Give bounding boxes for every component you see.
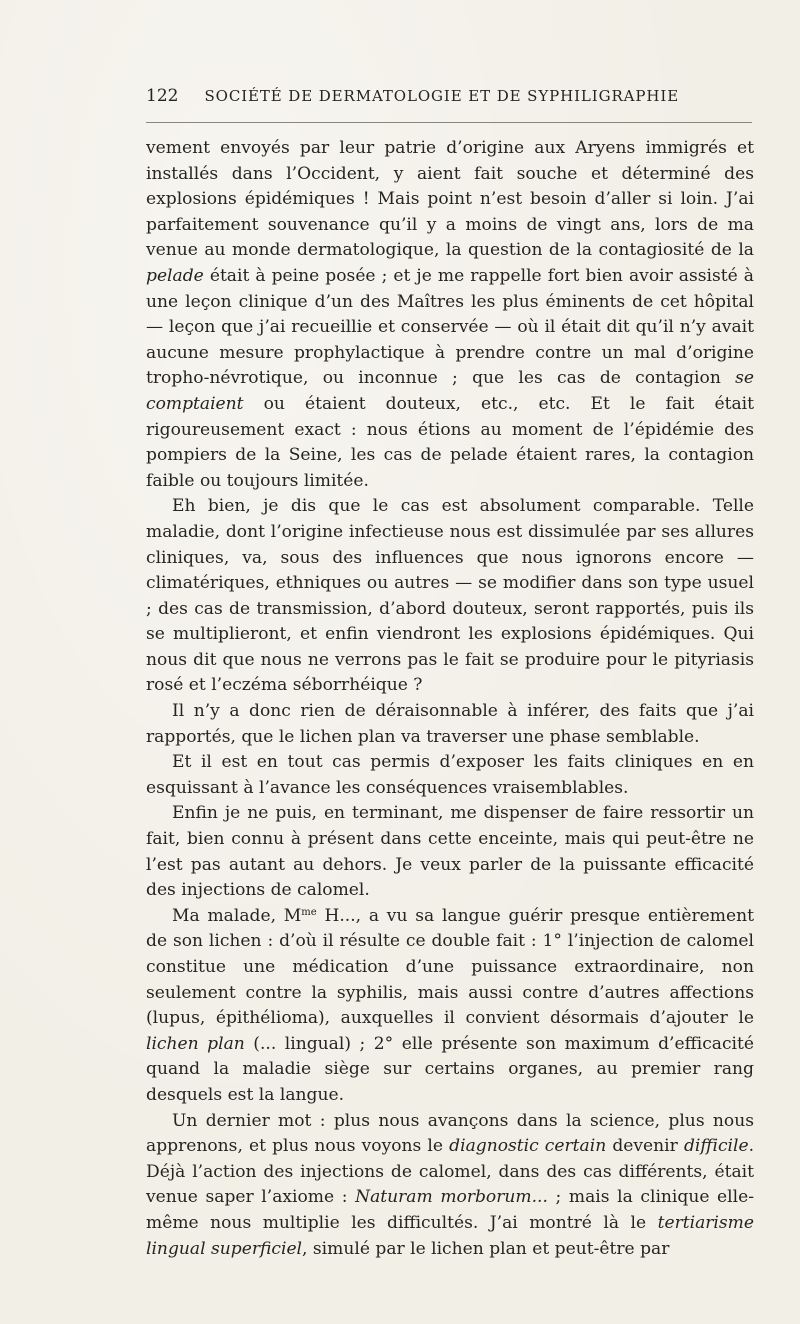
paragraph-7-italic-2: difficile <box>683 1136 749 1157</box>
running-head <box>146 86 752 112</box>
body-text <box>146 136 754 1262</box>
paragraph-7-italic-1: diagnostic certain <box>449 1136 607 1157</box>
paragraph-1 <box>146 136 754 494</box>
paragraph-1-text-3: ou étaient douteux, etc., etc. Et le fait était rigoureusement exact : nous étions au moment de l’épidémie des pompiers de la Seine, les cas de pelade étaient rares, la contagion faible ou toujours limitée. <box>146 393 754 491</box>
paragraph-1-text-1: vement envoyés par leur patrie d’origine aux Aryens immigrés et installés dans l’Occident, y aient fait souche et déterminé des explosions épidémiques ! Mais point n’est besoin d’aller si loin. J’ai parfaitement souvenance qu’il y a moins de vingt ans, lors de ma venue au monde dermatologique, la question de la contagiosité de la <box>146 138 754 261</box>
paragraph-7 <box>146 1109 754 1263</box>
paragraph-1-italic-2: se comptaient <box>146 368 754 414</box>
paragraph-1-text-2: était à peine posée ; et je me rappelle fort bien avoir assisté à une leçon clinique d’un des Maîtres les plus éminents de cet hôpital — leçon que j’ai recueillie et conservée — où il était dit qu’il n’y avait aucune mesure prophylactique à prendre contre un mal d’origine tropho-névrotique, ou inconnue ; que les cas de contagion <box>146 265 754 389</box>
paragraph-3: Il n’y a donc rien de déraisonnable à inférer, des faits que j’ai rapportés, que le lichen plan va traverser une phase semblable. <box>146 701 754 747</box>
page-number: 122 <box>146 86 179 106</box>
paragraph-7-text-4: ; mais la clinique elle-même nous multiplie les difficultés. J’ai montré là le <box>146 1187 754 1233</box>
paragraph-7-italic-3: Naturam morborum... <box>355 1187 548 1208</box>
paragraph-6 <box>146 904 754 1109</box>
paragraph-6-text-2: H..., a vu sa langue guérir presque entièrement de son lichen : d’où il résulte ce double fait : 1° l’injection de calomel constitue une médication d’une puissance extraordinaire, non seulement contre la syphilis, mais aussi contre d’autres affections (lupus, épithélioma), auxquelles il convient désormais d’ajouter le <box>146 905 754 1029</box>
paragraph-7-text-1: Un dernier mot : plus nous avançons dans la science, plus nous apprenons, et plus nous voyons le <box>146 1110 754 1157</box>
paragraph-4: Et il est en tout cas permis d’exposer les faits cliniques en en esquissant à l’avance les conséquences vraisemblables. <box>146 752 754 798</box>
paragraph-6-text-3: (... lingual) ; 2° elle présente son maximum d’efficacité quand la maladie siège sur certains organes, au premier rang desquels est la langue. <box>146 1033 754 1105</box>
running-title: SOCIÉTÉ DE DERMATOLOGIE ET DE SYPHILIGRAPHIE <box>204 87 680 105</box>
paragraph-1-italic-1: pelade <box>146 265 204 286</box>
paragraph-6-text-1: Ma malade, M <box>172 905 302 926</box>
paragraph-5: Enfin je ne puis, en terminant, me dispenser de faire ressortir un fait, bien connu à présent dans cette enceinte, mais qui peut-être ne l’est pas autant au dehors. Je veux parler de la puissante efficacité des injections de calomel. <box>146 803 754 901</box>
paragraph-7-text-2: devenir <box>606 1136 684 1157</box>
paragraph-6-superscript: me <box>301 906 317 918</box>
paragraph-7-italic-4: tertiarisme lingual superficiel <box>146 1212 754 1259</box>
header-rule <box>146 122 752 123</box>
paragraph-2: Eh bien, je dis que le cas est absolument comparable. Telle maladie, dont l’origine infectieuse nous est dissimulée par ses allures cliniques, va, sous des influences que nous ignorons encore — climatériques, ethniques ou autres — se modifier dans son type usuel ; des cas de transmission, d’abord douteux, seront rapportés, puis ils se multiplieront, et enfin viendront les explosions épidémiques. Qui nous dit que nous ne verrons pas le fait se produire pour le pityriasis rosé et l’eczéma séborrhéique ? <box>146 496 754 696</box>
paragraph-7-text-3: . Déjà l’action des injections de calomel, dans des cas différents, était venue saper l’axiome : <box>146 1136 755 1208</box>
paragraph-7-text-5: , simulé par le lichen plan et peut-être par <box>302 1238 670 1259</box>
paragraph-6-italic-1: lichen plan <box>146 1033 245 1054</box>
